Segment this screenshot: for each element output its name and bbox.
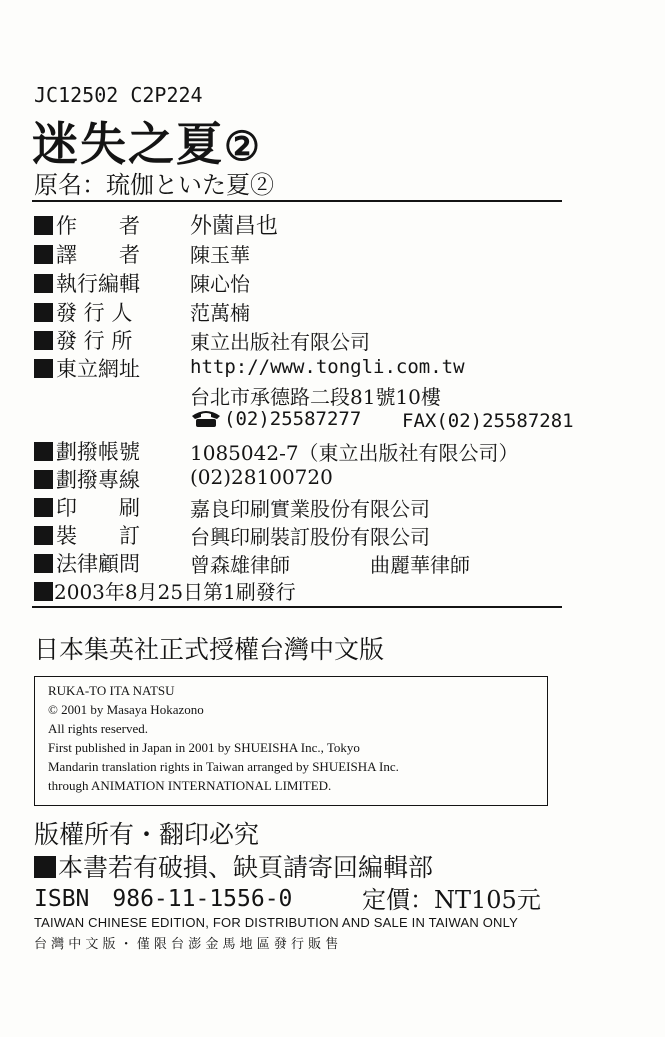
credit-editor-label: 執行編輯	[34, 268, 140, 298]
copyright-line: All rights reserved.	[48, 721, 149, 736]
website-link[interactable]: http://www.tongli.com.tw	[190, 356, 465, 378]
original-title: 原名：琉伽といた夏②	[34, 171, 274, 199]
credit-publisher-value: 范萬楠	[190, 301, 250, 325]
credit-translator-label: 譯 者	[34, 239, 140, 269]
credit-printing-value: 嘉良印刷實業股份有限公司	[190, 497, 430, 521]
credit-legal-value-1: 曾森雄律師	[190, 553, 290, 577]
credit-publishing-house-label: 發 行 所	[34, 325, 132, 355]
credit-author-value: 外薗昌也	[190, 214, 279, 239]
credit-publishing-house-value: 東立出版社有限公司	[190, 330, 370, 354]
copyright-line: © 2001 by Masaya Hokazono	[48, 702, 204, 717]
fax-number: FAX(02)25587281	[402, 410, 574, 432]
publish-date: 2003年8月25日第1刷發行	[34, 576, 296, 605]
credit-legal-value-2: 曲麗華律師	[370, 553, 470, 577]
damage-notice: 本書若有破損、缺頁請寄回編輯部	[34, 848, 433, 884]
credits-rule	[32, 606, 562, 608]
copyright-line: through ANIMATION INTERNATIONAL LIMITED.	[48, 778, 332, 793]
credit-account-label: 劃撥帳號	[34, 436, 140, 466]
footer-english: TAIWAN CHINESE EDITION, FOR DISTRIBUTION AND SALE IN TAIWAN ONLY	[34, 915, 518, 930]
credit-hotline-label: 劃撥專線	[34, 464, 140, 494]
isbn: ISBN 986-11-1556-0	[34, 886, 293, 912]
copyright-text	[48, 681, 399, 795]
copyright-line: First published in Japan in 2001 by SHUEISHA Inc., Tokyo	[48, 740, 360, 755]
credit-binding-label: 裝 訂	[34, 520, 140, 550]
copyright-line: Mandarin translation rights in Taiwan arranged by SHUEISHA Inc.	[48, 759, 399, 774]
credit-account-value: 1085042-7（東立出版社有限公司）	[190, 441, 519, 465]
title-text: 迷失之夏	[32, 117, 224, 171]
credit-binding-value: 台興印刷裝訂股份有限公司	[190, 525, 430, 549]
phone-number: (02)25587277	[224, 408, 362, 430]
price: 定價：NT105元	[362, 886, 541, 914]
credit-editor-value: 陳心怡	[190, 272, 250, 296]
header-rule	[32, 200, 562, 202]
rights-reserved: 版權所有・翻印必究	[34, 820, 260, 849]
address: 台北市承德路二段81號10樓	[190, 385, 441, 409]
phone-icon	[190, 408, 222, 433]
footer-chinese: 台 灣 中 文 版 ・ 僅 限 台 澎 金 馬 地 區 發 行 販 售	[34, 937, 339, 952]
authorization-statement: 日本集英社正式授權台灣中文版	[34, 635, 385, 664]
credit-author-label: 作 者	[34, 210, 140, 240]
phone-line	[190, 408, 361, 433]
copyright-line: RUKA-TO ITA NATSU	[48, 683, 175, 698]
credit-hotline-value: (02)28100720	[190, 465, 333, 489]
catalog-code: JC12502 C2P224	[34, 83, 203, 107]
credit-printing-label: 印 刷	[34, 492, 140, 522]
credit-publisher-label: 發 行 人	[34, 297, 132, 327]
credit-legal-label: 法律顧問	[34, 548, 140, 578]
credit-website-label: 東立網址	[34, 353, 140, 383]
volume-number: ②	[224, 123, 262, 170]
credit-translator-value: 陳玉華	[190, 243, 250, 267]
